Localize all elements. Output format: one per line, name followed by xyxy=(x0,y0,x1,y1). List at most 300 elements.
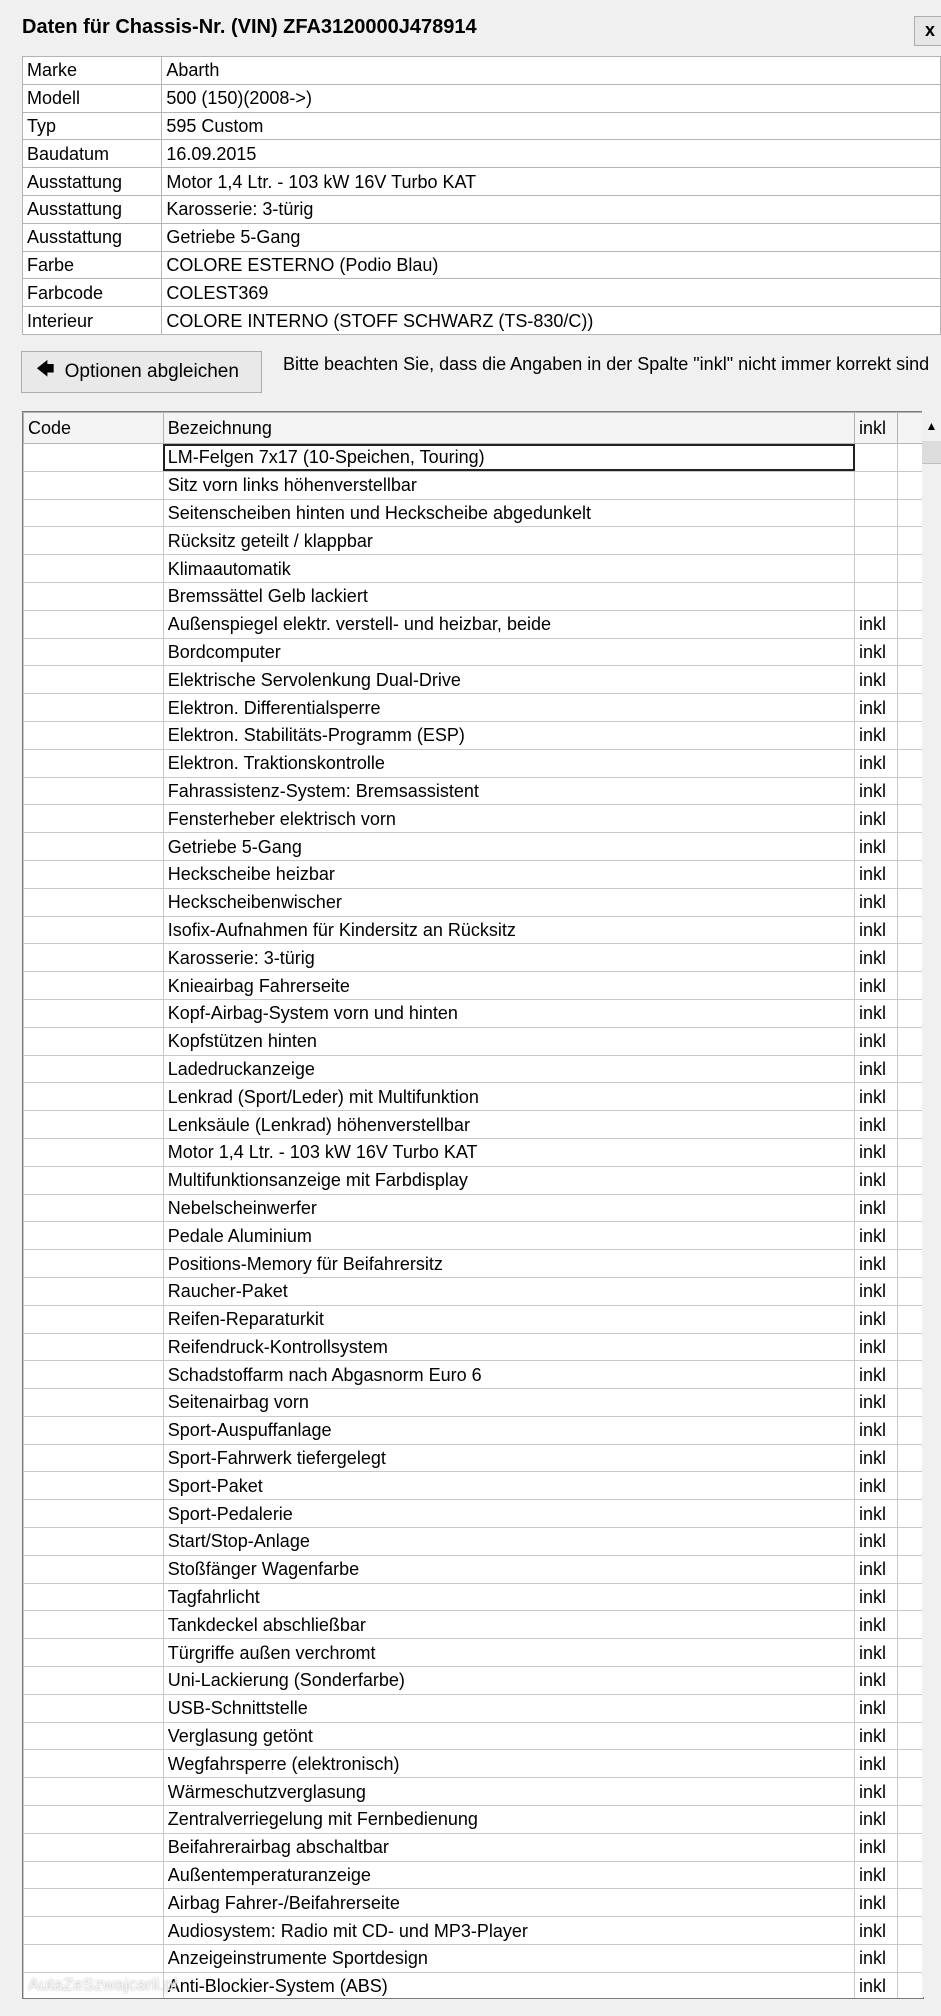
option-filler xyxy=(898,1166,923,1194)
option-bezeichnung: Stoßfänger Wagenfarbe xyxy=(163,1555,854,1583)
option-inkl: inkl xyxy=(855,1611,898,1639)
option-filler xyxy=(898,1555,923,1583)
option-row[interactable] xyxy=(24,1277,923,1305)
option-filler xyxy=(898,1055,923,1083)
option-inkl: inkl xyxy=(855,1861,898,1889)
option-code xyxy=(24,555,164,583)
option-code xyxy=(24,1194,164,1222)
option-code xyxy=(24,972,164,1000)
option-filler xyxy=(898,1583,923,1611)
option-row[interactable] xyxy=(24,1945,923,1973)
option-code xyxy=(24,1277,164,1305)
option-code xyxy=(24,527,164,555)
option-inkl: inkl xyxy=(855,1889,898,1917)
option-code xyxy=(24,1917,164,1945)
option-row[interactable] xyxy=(24,1917,923,1945)
option-code xyxy=(24,916,164,944)
option-filler xyxy=(898,1500,923,1528)
option-inkl: inkl xyxy=(855,1833,898,1861)
info-row xyxy=(23,140,941,168)
option-row[interactable] xyxy=(24,1555,923,1583)
option-code xyxy=(24,1667,164,1695)
option-filler xyxy=(898,1027,923,1055)
option-inkl: inkl xyxy=(855,1555,898,1583)
option-row[interactable] xyxy=(24,1528,923,1556)
option-row[interactable] xyxy=(24,888,923,916)
info-label: Farbe xyxy=(23,251,162,279)
option-code xyxy=(24,1416,164,1444)
option-inkl: inkl xyxy=(855,1750,898,1778)
option-inkl: inkl xyxy=(855,1778,898,1806)
option-row[interactable] xyxy=(24,860,923,888)
option-code xyxy=(24,1055,164,1083)
info-row xyxy=(23,279,941,307)
option-row[interactable] xyxy=(24,1194,923,1222)
option-inkl: inkl xyxy=(855,1083,898,1111)
option-inkl: inkl xyxy=(855,1917,898,1945)
option-inkl xyxy=(855,471,898,499)
option-row[interactable] xyxy=(24,1778,923,1806)
option-filler xyxy=(898,1889,923,1917)
option-code xyxy=(24,471,164,499)
option-bezeichnung: Schadstoffarm nach Abgasnorm Euro 6 xyxy=(163,1361,854,1389)
option-inkl: inkl xyxy=(855,1361,898,1389)
option-row[interactable] xyxy=(24,1583,923,1611)
option-row[interactable] xyxy=(24,1083,923,1111)
options-header-row xyxy=(24,413,923,444)
option-row[interactable] xyxy=(24,749,923,777)
option-code xyxy=(24,1305,164,1333)
option-inkl: inkl xyxy=(855,721,898,749)
option-code xyxy=(24,582,164,610)
option-inkl xyxy=(855,555,898,583)
option-bezeichnung: Pedale Aluminium xyxy=(163,1222,854,1250)
option-inkl: inkl xyxy=(855,1972,898,1999)
option-inkl xyxy=(855,527,898,555)
option-code xyxy=(24,1750,164,1778)
option-row[interactable] xyxy=(24,1389,923,1417)
option-row[interactable] xyxy=(24,1111,923,1139)
option-row[interactable] xyxy=(24,1750,923,1778)
option-filler xyxy=(898,777,923,805)
option-bezeichnung: Tagfahrlicht xyxy=(163,1583,854,1611)
option-bezeichnung: Außenspiegel elektr. verstell- und heizbar, beide xyxy=(163,610,854,638)
option-inkl: inkl xyxy=(855,1639,898,1667)
option-code xyxy=(24,1333,164,1361)
option-code xyxy=(24,1694,164,1722)
option-bezeichnung: LM-Felgen 7x17 (10-Speichen, Touring) xyxy=(163,444,854,472)
option-row[interactable] xyxy=(24,1639,923,1667)
option-bezeichnung: Verglasung getönt xyxy=(163,1722,854,1750)
option-row[interactable] xyxy=(24,777,923,805)
option-bezeichnung: Sport-Auspuffanlage xyxy=(163,1416,854,1444)
option-inkl: inkl xyxy=(855,1194,898,1222)
option-code xyxy=(24,888,164,916)
options-table xyxy=(23,412,923,1999)
option-inkl: inkl xyxy=(855,1444,898,1472)
info-label: Typ xyxy=(23,112,162,140)
option-row[interactable] xyxy=(24,1250,923,1278)
option-filler xyxy=(898,444,923,472)
arrow-left-icon: 🡄 xyxy=(36,359,55,379)
option-filler xyxy=(898,610,923,638)
column-header-filler xyxy=(898,413,923,444)
option-row[interactable] xyxy=(24,1861,923,1889)
option-inkl: inkl xyxy=(855,777,898,805)
option-inkl: inkl xyxy=(855,638,898,666)
option-inkl: inkl xyxy=(855,972,898,1000)
option-row[interactable] xyxy=(24,1138,923,1166)
option-bezeichnung: Elektron. Differentialsperre xyxy=(163,694,854,722)
option-code xyxy=(24,638,164,666)
info-label: Modell xyxy=(23,84,162,112)
info-value: Getriebe 5-Gang xyxy=(162,223,941,251)
option-bezeichnung: Multifunktionsanzeige mit Farbdisplay xyxy=(163,1166,854,1194)
option-row[interactable] xyxy=(24,1222,923,1250)
option-code xyxy=(24,1361,164,1389)
option-code xyxy=(24,1833,164,1861)
option-bezeichnung: Uni-Lackierung (Sonderfarbe) xyxy=(163,1667,854,1695)
option-bezeichnung: Seitenscheiben hinten und Heckscheibe abgedunkelt xyxy=(163,499,854,527)
option-filler xyxy=(898,888,923,916)
option-row[interactable] xyxy=(24,1722,923,1750)
option-bezeichnung: Lenksäule (Lenkrad) höhenverstellbar xyxy=(163,1111,854,1139)
option-row[interactable] xyxy=(24,1333,923,1361)
option-filler xyxy=(898,1389,923,1417)
option-bezeichnung: Sport-Fahrwerk tiefergelegt xyxy=(163,1444,854,1472)
option-bezeichnung: Ladedruckanzeige xyxy=(163,1055,854,1083)
option-row[interactable] xyxy=(24,694,923,722)
option-row[interactable] xyxy=(24,916,923,944)
option-row[interactable] xyxy=(24,499,923,527)
option-code xyxy=(24,1945,164,1973)
option-inkl: inkl xyxy=(855,1722,898,1750)
option-inkl: inkl xyxy=(855,749,898,777)
option-inkl: inkl xyxy=(855,1138,898,1166)
option-row[interactable] xyxy=(24,1806,923,1834)
info-value: 16.09.2015 xyxy=(162,140,941,168)
option-code xyxy=(24,1889,164,1917)
option-bezeichnung: Getriebe 5-Gang xyxy=(163,833,854,861)
option-code xyxy=(24,444,164,472)
option-inkl: inkl xyxy=(855,1667,898,1695)
option-inkl: inkl xyxy=(855,1250,898,1278)
option-bezeichnung: Lenkrad (Sport/Leder) mit Multifunktion xyxy=(163,1083,854,1111)
option-bezeichnung: Kopf-Airbag-System vorn und hinten xyxy=(163,999,854,1027)
option-row[interactable] xyxy=(24,1361,923,1389)
option-filler xyxy=(898,1778,923,1806)
vehicle-info-table xyxy=(22,56,941,335)
option-filler xyxy=(898,999,923,1027)
option-bezeichnung: Zentralverriegelung mit Fernbedienung xyxy=(163,1806,854,1834)
option-inkl: inkl xyxy=(855,666,898,694)
option-bezeichnung: Airbag Fahrer-/Beifahrerseite xyxy=(163,1889,854,1917)
option-bezeichnung: Wärmeschutzverglasung xyxy=(163,1778,854,1806)
option-filler xyxy=(898,1528,923,1556)
option-filler xyxy=(898,1639,923,1667)
option-bezeichnung: Isofix-Aufnahmen für Kindersitz an Rücksitz xyxy=(163,916,854,944)
option-row[interactable] xyxy=(24,1833,923,1861)
option-bezeichnung: Sport-Pedalerie xyxy=(163,1500,854,1528)
option-bezeichnung: Reifendruck-Kontrollsystem xyxy=(163,1333,854,1361)
option-inkl: inkl xyxy=(855,1166,898,1194)
info-row xyxy=(23,223,941,251)
option-inkl: inkl xyxy=(855,1472,898,1500)
option-code xyxy=(24,694,164,722)
option-filler xyxy=(898,1722,923,1750)
option-inkl: inkl xyxy=(855,1222,898,1250)
option-inkl: inkl xyxy=(855,1945,898,1973)
option-code xyxy=(24,499,164,527)
option-code xyxy=(24,1166,164,1194)
option-bezeichnung: Bremssättel Gelb lackiert xyxy=(163,582,854,610)
option-bezeichnung: Positions-Memory für Beifahrersitz xyxy=(163,1250,854,1278)
option-bezeichnung: Fensterheber elektrisch vorn xyxy=(163,805,854,833)
option-filler xyxy=(898,1361,923,1389)
option-code xyxy=(24,1083,164,1111)
option-filler xyxy=(898,1305,923,1333)
option-bezeichnung: Nebelscheinwerfer xyxy=(163,1194,854,1222)
info-value: COLEST369 xyxy=(162,279,941,307)
option-row[interactable] xyxy=(24,1055,923,1083)
option-bezeichnung: Seitenairbag vorn xyxy=(163,1389,854,1417)
info-row xyxy=(23,251,941,279)
option-bezeichnung: Heckscheibenwischer xyxy=(163,888,854,916)
info-row xyxy=(23,57,941,85)
option-inkl: inkl xyxy=(855,916,898,944)
option-filler xyxy=(898,1750,923,1778)
option-code xyxy=(24,944,164,972)
option-row[interactable] xyxy=(24,582,923,610)
option-inkl: inkl xyxy=(855,1305,898,1333)
option-bezeichnung: Knieairbag Fahrerseite xyxy=(163,972,854,1000)
scroll-thumb[interactable] xyxy=(922,441,941,464)
option-inkl: inkl xyxy=(855,1416,898,1444)
option-row[interactable] xyxy=(24,610,923,638)
option-row[interactable] xyxy=(24,444,923,472)
option-filler xyxy=(898,1917,923,1945)
info-value: 500 (150)(2008->) xyxy=(162,84,941,112)
option-code xyxy=(24,1583,164,1611)
option-bezeichnung: Raucher-Paket xyxy=(163,1277,854,1305)
option-code xyxy=(24,666,164,694)
option-row[interactable] xyxy=(24,1305,923,1333)
option-row[interactable] xyxy=(24,805,923,833)
option-inkl: inkl xyxy=(855,1806,898,1834)
option-filler xyxy=(898,1833,923,1861)
info-value: 595 Custom xyxy=(162,112,941,140)
option-bezeichnung: Kopfstützen hinten xyxy=(163,1027,854,1055)
option-bezeichnung: Anzeigeinstrumente Sportdesign xyxy=(163,1945,854,1973)
option-bezeichnung: Tankdeckel abschließbar xyxy=(163,1611,854,1639)
option-code xyxy=(24,1472,164,1500)
info-label: Farbcode xyxy=(23,279,162,307)
option-filler xyxy=(898,916,923,944)
option-row[interactable] xyxy=(24,1500,923,1528)
info-label: Ausstattung xyxy=(23,195,162,223)
info-value: Motor 1,4 Ltr. - 103 kW 16V Turbo KAT xyxy=(162,168,941,196)
option-filler xyxy=(898,471,923,499)
vertical-scrollbar[interactable] xyxy=(922,411,941,1997)
option-inkl: inkl xyxy=(855,1277,898,1305)
option-row[interactable] xyxy=(24,1472,923,1500)
option-code xyxy=(24,1555,164,1583)
option-bezeichnung: Elektron. Stabilitäts-Programm (ESP) xyxy=(163,721,854,749)
option-row[interactable] xyxy=(24,1444,923,1472)
option-row[interactable] xyxy=(24,666,923,694)
option-row[interactable] xyxy=(24,555,923,583)
option-row[interactable] xyxy=(24,1694,923,1722)
option-inkl: inkl xyxy=(855,888,898,916)
option-filler xyxy=(898,1194,923,1222)
option-bezeichnung: Elektrische Servolenkung Dual-Drive xyxy=(163,666,854,694)
option-inkl: inkl xyxy=(855,833,898,861)
option-inkl: inkl xyxy=(855,1055,898,1083)
option-code xyxy=(24,860,164,888)
option-bezeichnung: Heckscheibe heizbar xyxy=(163,860,854,888)
option-filler xyxy=(898,1945,923,1973)
option-code xyxy=(24,610,164,638)
option-bezeichnung: Rücksitz geteilt / klappbar xyxy=(163,527,854,555)
option-code xyxy=(24,1861,164,1889)
info-label: Ausstattung xyxy=(23,223,162,251)
info-value: Karosserie: 3-türig xyxy=(162,195,941,223)
option-code xyxy=(24,805,164,833)
option-filler xyxy=(898,1083,923,1111)
watermark: AutaZeSzwajcarii.pl xyxy=(28,1975,178,1994)
option-code xyxy=(24,749,164,777)
option-filler xyxy=(898,499,923,527)
option-code xyxy=(24,1222,164,1250)
option-code xyxy=(24,1138,164,1166)
option-inkl xyxy=(855,444,898,472)
close-button[interactable]: x xyxy=(914,16,941,46)
sync-options-button[interactable] xyxy=(21,351,262,393)
option-code xyxy=(24,1111,164,1139)
option-row[interactable] xyxy=(24,1611,923,1639)
option-filler xyxy=(898,833,923,861)
option-filler xyxy=(898,1111,923,1139)
option-inkl: inkl xyxy=(855,1694,898,1722)
option-row[interactable] xyxy=(24,1416,923,1444)
option-inkl: inkl xyxy=(855,1500,898,1528)
option-row[interactable] xyxy=(24,833,923,861)
option-filler xyxy=(898,1277,923,1305)
option-row[interactable] xyxy=(24,1166,923,1194)
option-row[interactable] xyxy=(24,471,923,499)
option-filler xyxy=(898,860,923,888)
info-row xyxy=(23,195,941,223)
option-row[interactable] xyxy=(24,944,923,972)
option-inkl xyxy=(855,582,898,610)
option-code xyxy=(24,1500,164,1528)
option-filler xyxy=(898,666,923,694)
option-bezeichnung: Beifahrerairbag abschaltbar xyxy=(163,1833,854,1861)
info-value: Abarth xyxy=(162,57,941,85)
option-row[interactable] xyxy=(24,972,923,1000)
option-inkl: inkl xyxy=(855,944,898,972)
option-filler xyxy=(898,1472,923,1500)
option-code xyxy=(24,999,164,1027)
option-filler xyxy=(898,1667,923,1695)
option-filler xyxy=(898,944,923,972)
option-code xyxy=(24,721,164,749)
option-inkl xyxy=(855,499,898,527)
info-label: Ausstattung xyxy=(23,168,162,196)
option-code xyxy=(24,1639,164,1667)
option-row[interactable] xyxy=(24,1889,923,1917)
option-inkl: inkl xyxy=(855,1583,898,1611)
option-filler xyxy=(898,1250,923,1278)
option-code xyxy=(24,1444,164,1472)
option-filler xyxy=(898,749,923,777)
scroll-up-arrow-icon[interactable]: ▲ xyxy=(925,419,938,433)
column-header-bezeichnung[interactable]: Bezeichnung xyxy=(163,413,854,444)
option-filler xyxy=(898,1222,923,1250)
column-header-code[interactable]: Code xyxy=(24,413,164,444)
option-row[interactable] xyxy=(24,527,923,555)
option-bezeichnung: Audiosystem: Radio mit CD- und MP3-Player xyxy=(163,1917,854,1945)
option-filler xyxy=(898,1972,923,1999)
option-row[interactable] xyxy=(24,1667,923,1695)
option-filler xyxy=(898,582,923,610)
option-bezeichnung: Anti-Blockier-System (ABS) xyxy=(163,1972,854,1999)
option-code xyxy=(24,1611,164,1639)
option-bezeichnung: Außentemperaturanzeige xyxy=(163,1861,854,1889)
options-table-container[interactable] xyxy=(22,411,924,1999)
option-inkl: inkl xyxy=(855,610,898,638)
inkl-notice: Bitte beachten Sie, dass die Angaben in der Spalte "inkl" nicht immer korrekt sind xyxy=(283,354,930,374)
option-inkl: inkl xyxy=(855,1333,898,1361)
option-inkl: inkl xyxy=(855,1528,898,1556)
option-row[interactable] xyxy=(24,721,923,749)
option-row[interactable] xyxy=(24,638,923,666)
option-bezeichnung: Elektron. Traktionskontrolle xyxy=(163,749,854,777)
option-bezeichnung: Start/Stop-Anlage xyxy=(163,1528,854,1556)
option-bezeichnung: Sitz vorn links höhenverstellbar xyxy=(163,471,854,499)
option-filler xyxy=(898,1611,923,1639)
option-filler xyxy=(898,1861,923,1889)
option-code xyxy=(24,1722,164,1750)
option-bezeichnung: Fahrassistenz-System: Bremsassistent xyxy=(163,777,854,805)
option-code xyxy=(24,1027,164,1055)
option-filler xyxy=(898,1416,923,1444)
info-label: Interieur xyxy=(23,307,162,335)
option-inkl: inkl xyxy=(855,694,898,722)
option-code xyxy=(24,1806,164,1834)
option-inkl: inkl xyxy=(855,860,898,888)
option-filler xyxy=(898,527,923,555)
option-filler xyxy=(898,1806,923,1834)
option-code xyxy=(24,777,164,805)
option-inkl: inkl xyxy=(855,805,898,833)
option-bezeichnung: Reifen-Reparaturkit xyxy=(163,1305,854,1333)
info-row xyxy=(23,168,941,196)
option-filler xyxy=(898,721,923,749)
option-inkl: inkl xyxy=(855,1027,898,1055)
column-header-inkl[interactable]: inkl xyxy=(855,413,898,444)
option-row[interactable] xyxy=(24,999,923,1027)
option-inkl: inkl xyxy=(855,1111,898,1139)
info-row xyxy=(23,84,941,112)
option-code xyxy=(24,1250,164,1278)
option-bezeichnung: Klimaautomatik xyxy=(163,555,854,583)
option-inkl: inkl xyxy=(855,999,898,1027)
option-filler xyxy=(898,972,923,1000)
option-bezeichnung: Türgriffe außen verchromt xyxy=(163,1639,854,1667)
option-bezeichnung: Wegfahrsperre (elektronisch) xyxy=(163,1750,854,1778)
option-row[interactable] xyxy=(24,1027,923,1055)
